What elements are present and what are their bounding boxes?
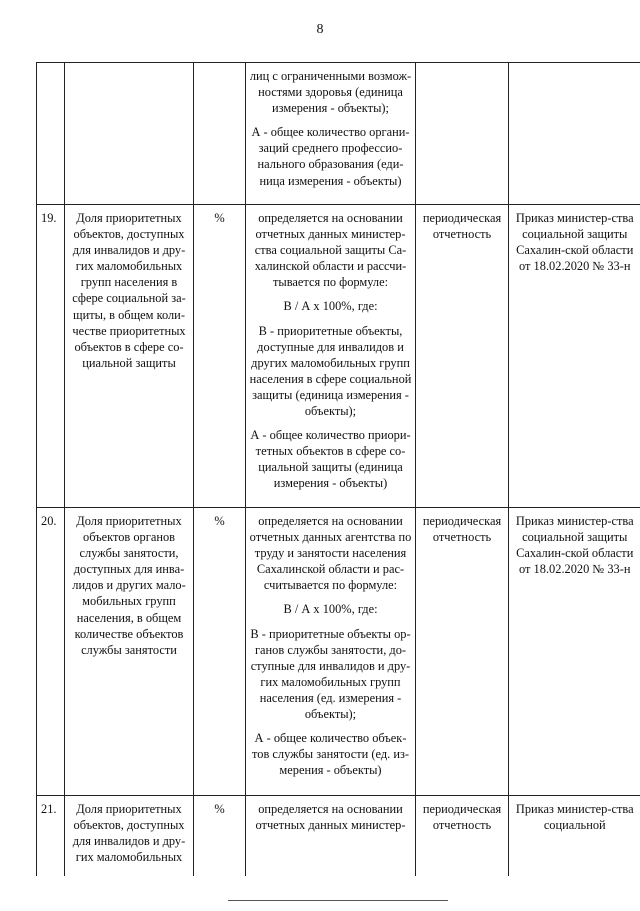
indicator-name-cell: Доля приоритетных объектов, доступных для инвалидов и дру-гих маломобильных групп населения в сфере социальной за-щиты, в общем коли-честве приоритетных объектов в сфере со-циальной защиты <box>65 205 194 508</box>
table-row <box>37 205 640 508</box>
indicator-table <box>36 62 640 876</box>
indicator-name-cell <box>65 63 194 205</box>
data-source-cell: периодическая отчетность <box>416 796 509 876</box>
regulatory-document-cell: Приказ министер-ства социальной защиты Сахалин-ской области от 18.02.2020 № 33-н <box>509 205 640 508</box>
table-row <box>37 508 640 796</box>
table-row <box>37 796 640 876</box>
regulatory-document-cell: Приказ министер-ства социальной <box>509 796 640 876</box>
table-row <box>37 63 640 205</box>
unit-cell: % <box>194 508 246 796</box>
data-source-cell: периодическая отчетность <box>416 205 509 508</box>
calculation-method-cell <box>246 63 416 205</box>
unit-cell: % <box>194 205 246 508</box>
method-paragraph: лиц с ограниченными возмож-ностями здоровья (единица измерения - объекты); <box>249 69 412 116</box>
unit-cell: % <box>194 796 246 876</box>
calculation-method-cell <box>246 205 416 508</box>
formula: В / А x 100%, где: <box>283 602 378 617</box>
regulatory-document-cell <box>509 63 640 205</box>
method-paragraph: определяется на основании отчетных данных агентства по труду и занятости населения Сахалинской области и рас-считывается по формуле: <box>249 514 412 593</box>
method-paragraph: В - приоритетные объекты, доступные для инвалидов и других маломобильных групп населения в сфере социальной защиты (единица измерения - объекты); <box>249 323 412 419</box>
method-paragraph: А - общее количество приори-тетных объектов в сфере со-циальной защиты (единица измерения - объекты) <box>250 428 411 491</box>
footer-rule <box>228 900 448 901</box>
data-source-cell: периодическая отчетность <box>416 508 509 796</box>
data-source-cell <box>416 63 509 205</box>
method-paragraph: А - общее количество органи-заций среднего профессио-нального образования (еди-ница измерения - объекты) <box>251 125 410 188</box>
indicator-name-cell: Доля приоритетных объектов, доступных для инвалидов и дру-гих маломобильных <box>65 796 194 876</box>
page-number: 8 <box>316 22 324 37</box>
calculation-method-cell <box>246 508 416 796</box>
unit-cell <box>194 63 246 205</box>
indicator-name-cell: Доля приоритетных объектов органов службы занятости, доступных для инва-лидов и других мало-мобильных групп населения, в общем количестве объектов службы занятости <box>65 508 194 796</box>
regulatory-document-cell: Приказ министер-ства социальной защиты Сахалин-ской области от 18.02.2020 № 33-н <box>509 508 640 796</box>
row-number-cell: 20. <box>37 508 65 796</box>
method-paragraph: В - приоритетные объекты ор-ганов службы занятости, до-ступные для инвалидов и дру-гих маломобильных групп населения (ед. измерения - объекты); <box>250 626 411 722</box>
row-number-cell: 21. <box>37 796 65 876</box>
method-paragraph: определяется на основании отчетных данных министер- <box>255 802 406 833</box>
calculation-method-cell <box>246 796 416 876</box>
method-paragraph: определяется на основании отчетных данных министер-ства социальной защиты Са-халинской области и рассчи-тывается по формуле: <box>254 211 407 290</box>
formula: В / А x 100%, где: <box>283 299 378 314</box>
row-number-cell: 19. <box>37 205 65 508</box>
row-number-cell <box>37 63 65 205</box>
method-paragraph: А - общее количество объек-тов службы занятости (ед. из-мерения - объекты) <box>252 731 409 778</box>
